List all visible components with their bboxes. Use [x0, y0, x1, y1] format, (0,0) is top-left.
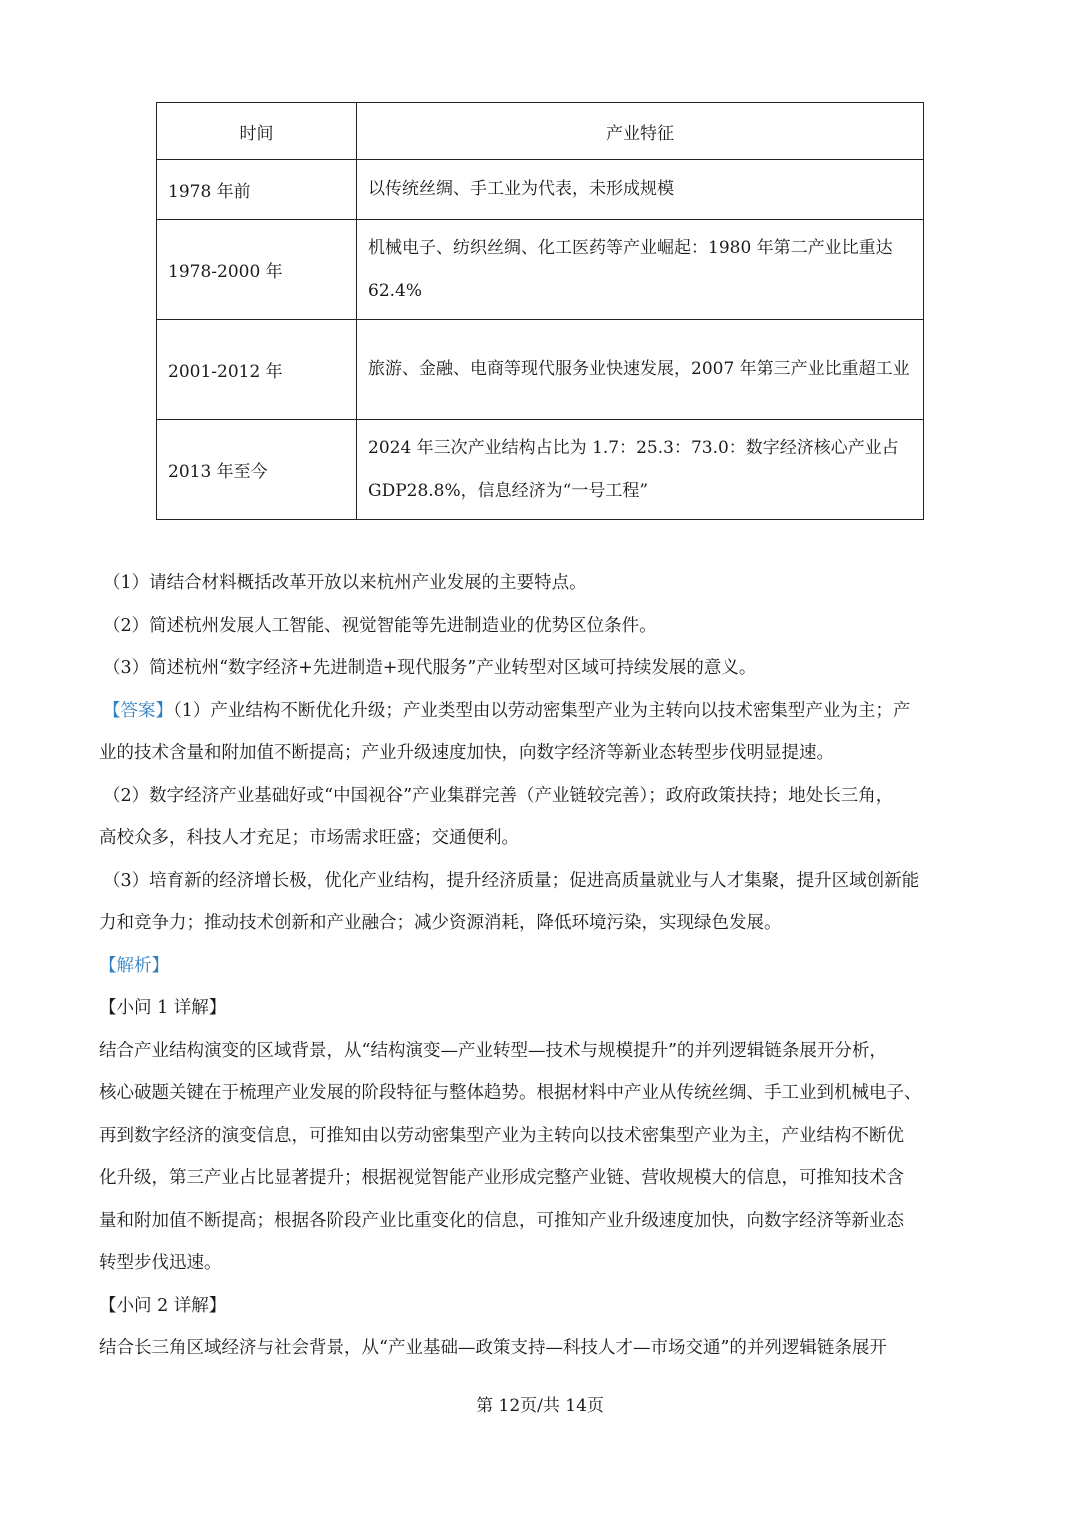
question-answer-body — [99, 562, 989, 1370]
row-time: 2001-2012 年 — [157, 320, 357, 420]
table-row — [157, 420, 924, 520]
question-3: （3）简述杭州“数字经济+先进制造+现代服务”产业转型对区域可持续发展的意义。 — [103, 658, 757, 678]
q1-line: 转型步伐迅速。 — [99, 1253, 222, 1273]
answer-1-line-1 — [99, 690, 989, 733]
row-feature: 旅游、金融、电商等现代服务业快速发展，2007 年第三产业比重超工业 — [357, 320, 924, 420]
answer-3-line-1: （3）培育新的经济增长极，优化产业结构，提升经济质量；促进高质量就业与人才集聚，提升区域创新能 — [103, 870, 920, 891]
header-feature: 产业特征 — [357, 103, 924, 160]
q1-line: 核心破题关键在于梳理产业发展的阶段特征与整体趋势。根据材料中产业从传统丝绸、手工业到机械电子、 — [99, 1083, 922, 1103]
q1-line: 再到数字经济的演变信息，可推知由以劳动密集型产业为主转向以技术密集型产业为主，产业结构不断优 — [99, 1125, 904, 1146]
row-time: 1978-2000 年 — [157, 220, 357, 320]
question-2: （2）简述杭州发展人工智能、视觉智能等先进制造业的优势区位条件。 — [103, 615, 657, 636]
header-time: 时间 — [157, 103, 357, 160]
row-time: 1978 年前 — [157, 160, 357, 220]
q1-title: 【小问 1 详解】 — [99, 998, 227, 1018]
q1-line: 结合产业结构演变的区域背景，从“结构演变—产业转型—技术与规模提升”的并列逻辑链条展开分析， — [99, 1040, 887, 1061]
row-feature: 2024 年三次产业结构占比为 1.7：25.3：73.0：数字经济核心产业占 GDP28.8%，信息经济为“一号工程” — [357, 420, 924, 520]
answer-tag: 【答案】 — [103, 700, 173, 721]
table-row — [157, 320, 924, 420]
analysis-tag: 【解析】 — [99, 955, 169, 976]
page-footer: 第 12页/共 14页 — [476, 1396, 604, 1416]
answer-2-line-2: 高校众多，科技人才充足；市场需求旺盛；交通便利。 — [99, 828, 519, 848]
q1-line: 化升级，第三产业占比显著提升；根据视觉智能产业形成完整产业链、营收规模大的信息，可推知技术含 — [99, 1168, 904, 1188]
table-row — [157, 220, 924, 320]
answer-1-text: （1）产业结构不断优化升级；产业类型由以劳动密集型产业为主转向以技术密集型产业为主；产 — [173, 700, 911, 721]
question-1: （1）请结合材料概括改革开放以来杭州产业发展的主要特点。 — [103, 573, 587, 593]
q2-title: 【小问 2 详解】 — [99, 1295, 227, 1316]
table-row — [157, 160, 924, 220]
industry-table — [156, 102, 924, 520]
q2-line: 结合长三角区域经济与社会背景，从“产业基础—政策支持—科技人才—市场交通”的并列逻辑链条展开 — [99, 1338, 887, 1358]
answer-3-line-2: 力和竞争力；推动技术创新和产业融合；减少资源消耗，降低环境污染，实现绿色发展。 — [99, 913, 782, 933]
row-time: 2013 年至今 — [157, 420, 357, 520]
answer-2-line-1: （2）数字经济产业基础好或“中国视谷”产业集群完善（产业链较完善）；政府政策扶持；地处长三角， — [103, 785, 894, 806]
answer-1-line-2: 业的技术含量和附加值不断提高；产业升级速度加快，向数字经济等新业态转型步伐明显提速。 — [99, 743, 834, 763]
table-header-row — [157, 103, 924, 160]
row-feature: 机械电子、纺织丝绸、化工医药等产业崛起：1980 年第二产业比重达 62.4% — [357, 220, 924, 320]
row-feature: 以传统丝绸、手工业为代表，未形成规模 — [357, 160, 924, 220]
q1-line: 量和附加值不断提高；根据各阶段产业比重变化的信息，可推知产业升级速度加快，向数字经济等新业态 — [99, 1210, 904, 1231]
